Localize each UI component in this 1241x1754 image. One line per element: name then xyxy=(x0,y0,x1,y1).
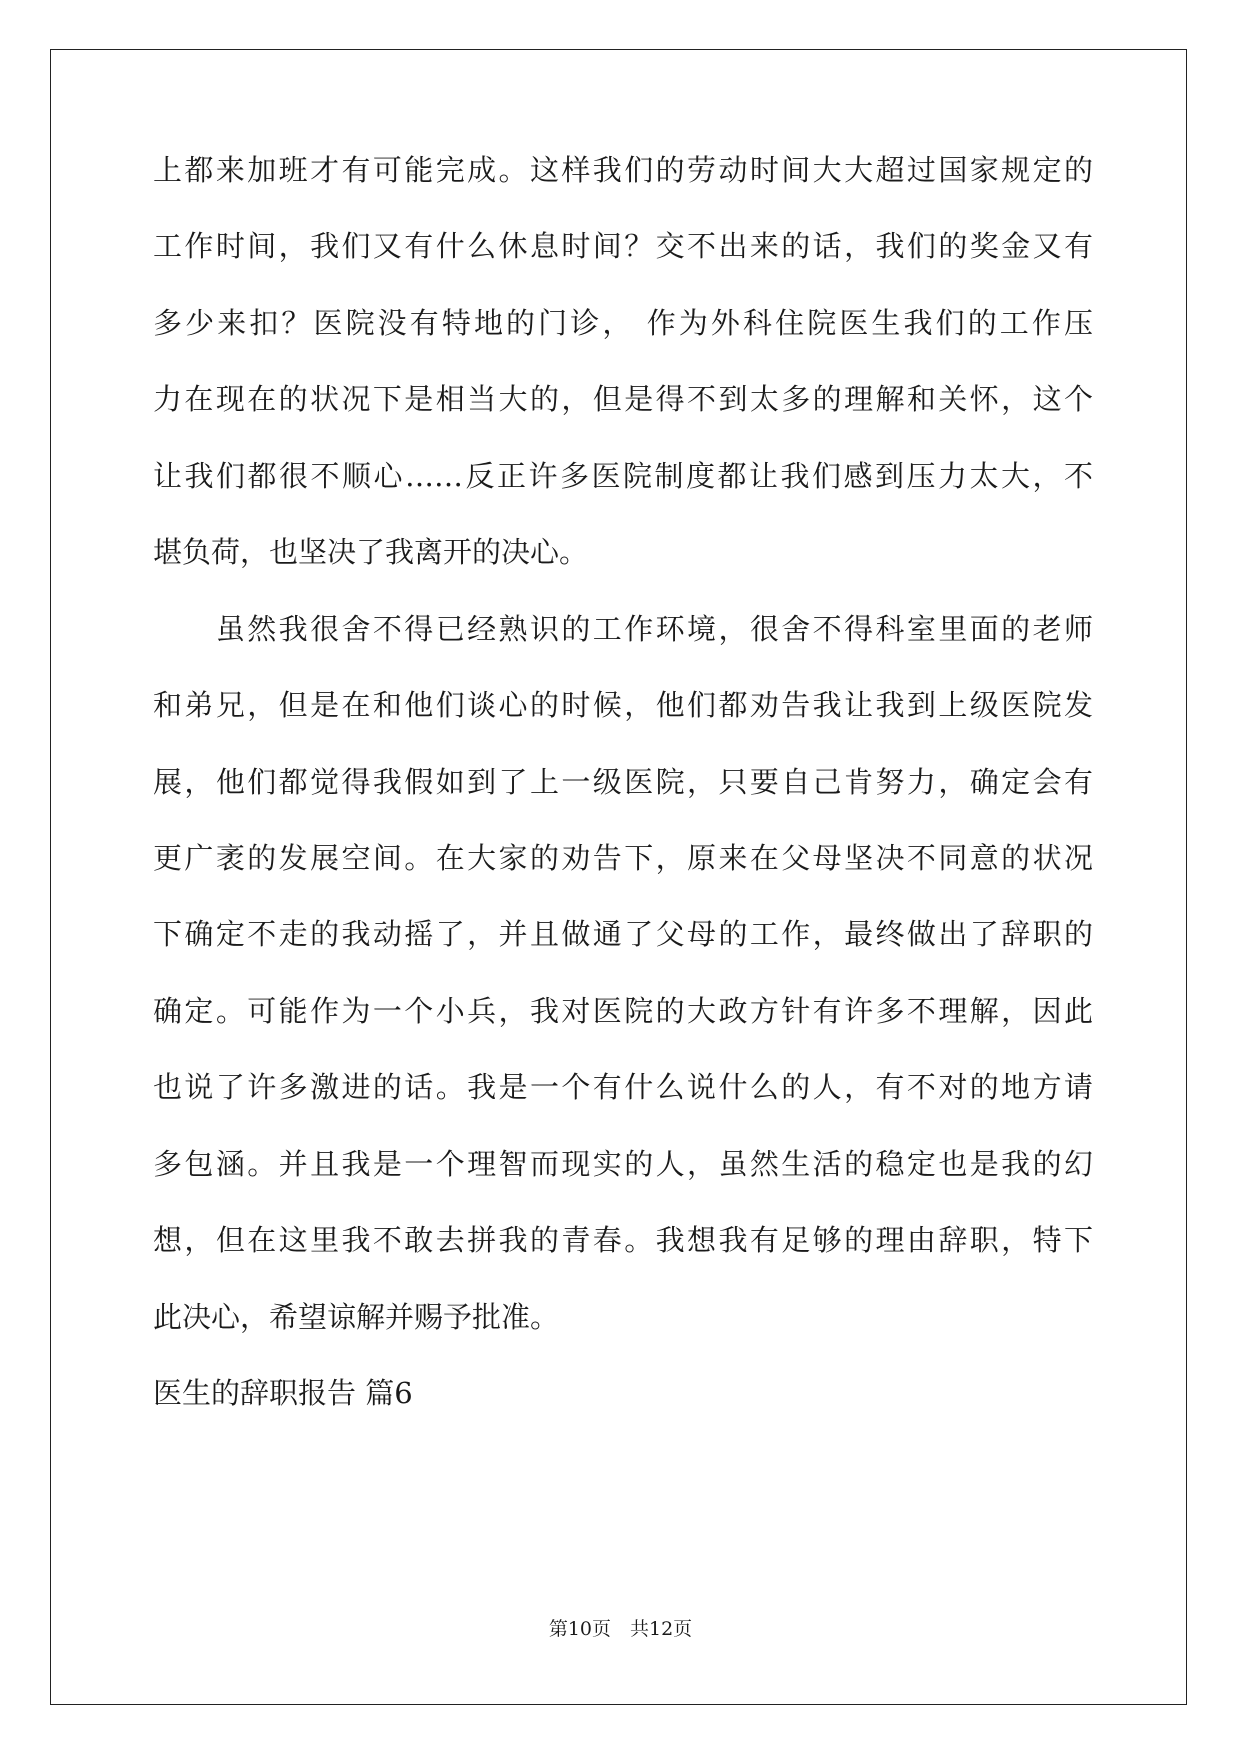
paragraph-line: 下确定不走的我动摇了，并且做通了父母的工作，最终做出了辞职的 xyxy=(153,917,1093,951)
paragraph-line: 确定。可能作为一个小兵，我对医院的大政方针有许多不理解，因此 xyxy=(153,994,1093,1028)
paragraph-line: 工作时间，我们又有什么休息时间？交不出来的话，我们的奖金又有 xyxy=(153,229,1093,263)
paragraph-line: 上都来加班才有可能完成。这样我们的劳动时间大大超过国家规定的 xyxy=(153,153,1093,187)
paragraph-line: 想，但在这里我不敢去拼我的青春。我想我有足够的理由辞职，特下 xyxy=(153,1223,1093,1257)
paragraph-line: 力在现在的状况下是相当大的，但是得不到太多的理解和关怀，这个 xyxy=(153,382,1093,416)
paragraph-line: 更广袤的发展空间。在大家的劝告下，原来在父母坚决不同意的状况 xyxy=(153,841,1093,875)
paragraph-line: 也说了许多激进的话。我是一个有什么说什么的人，有不对的地方请 xyxy=(153,1070,1093,1104)
paragraph-line: 让我们都很不顺心……反正许多医院制度都让我们感到压力太大，不 xyxy=(153,459,1093,493)
paragraph-line: 堪负荷，也坚决了我离开的决心。 xyxy=(153,535,589,569)
page-number-footer: 第10页 共12页 xyxy=(548,1618,693,1640)
paragraph-line: 多包涵。并且我是一个理智而现实的人，虽然生活的稳定也是我的幻 xyxy=(153,1147,1093,1181)
paragraph-line: 此决心，希望谅解并赐予批准。 xyxy=(153,1300,560,1334)
paragraph-line: 展，他们都觉得我假如到了上一级医院，只要自己肯努力，确定会有 xyxy=(153,765,1093,799)
paragraph-line: 多少来扣？医院没有特地的门诊， 作为外科住院医生我们的工作压 xyxy=(153,306,1093,340)
paragraph-line: 虽然我很舍不得已经熟识的工作环境，很舍不得科室里面的老师 xyxy=(153,612,1093,646)
paragraph-line: 和弟兄，但是在和他们谈心的时候，他们都劝告我让我到上级医院发 xyxy=(153,688,1093,722)
section-heading: 医生的辞职报告 篇6 xyxy=(153,1376,413,1410)
